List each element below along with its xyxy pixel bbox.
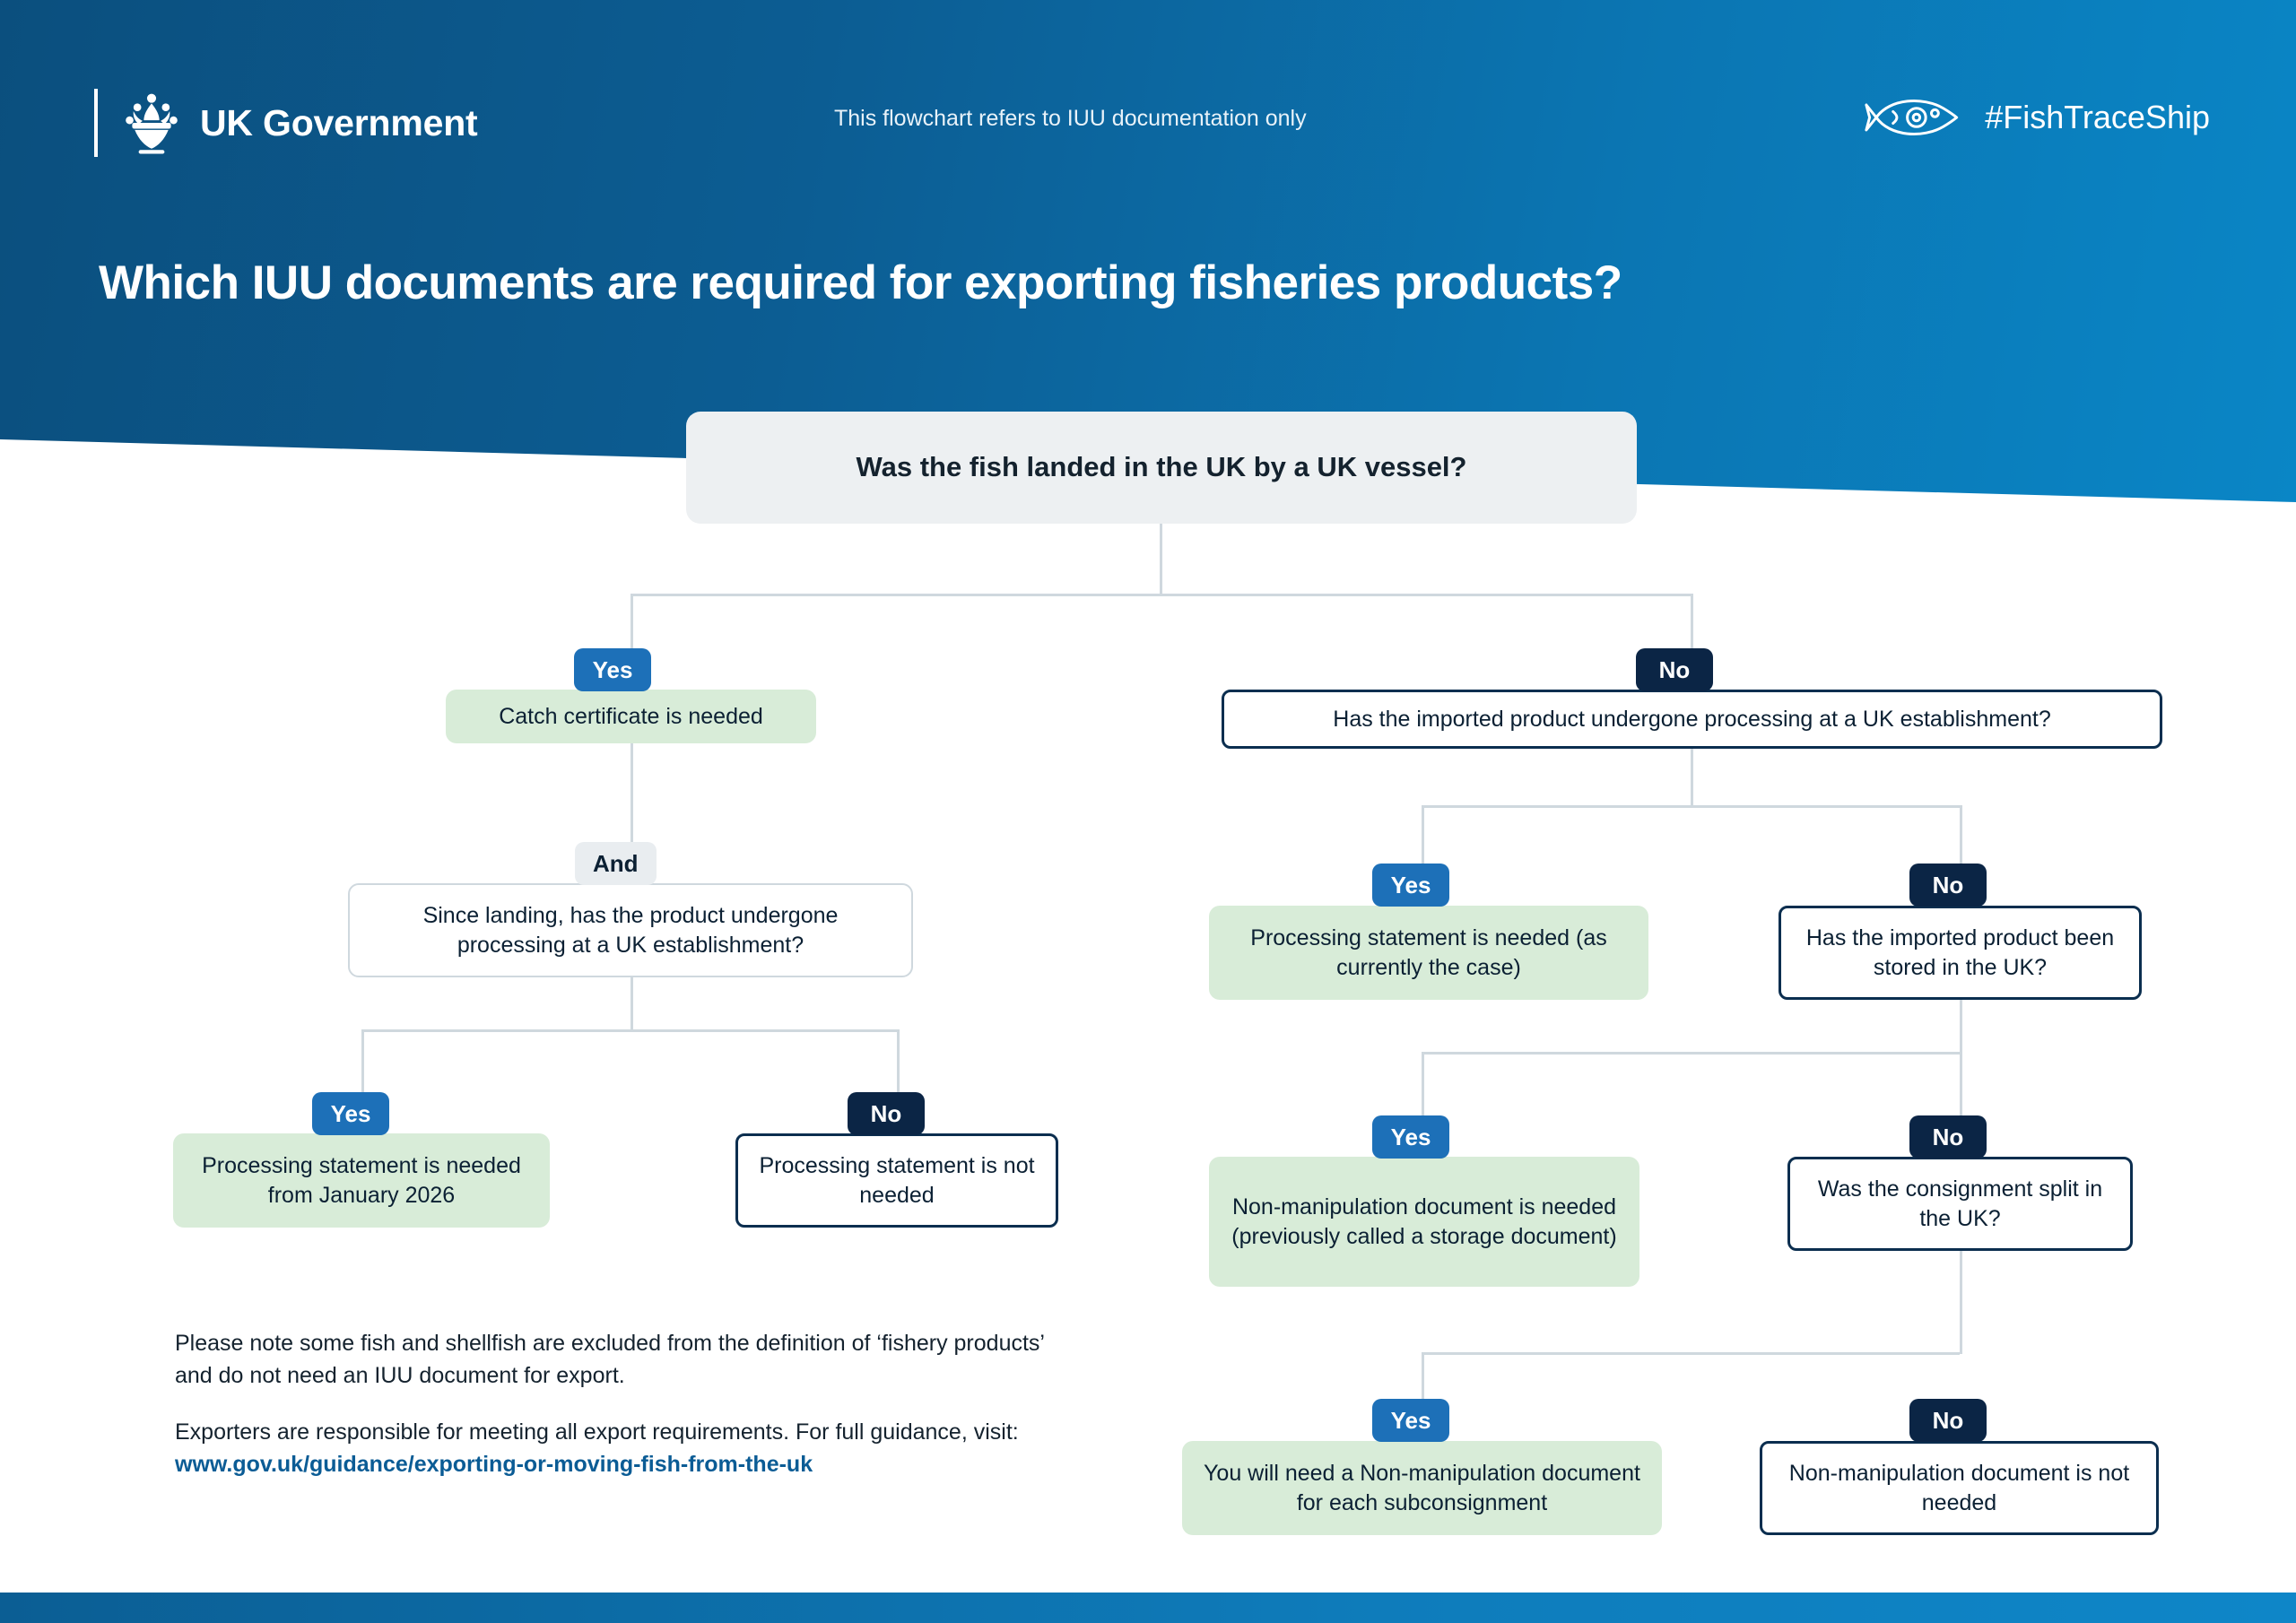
footnote-guidance <box>175 1416 1072 1481</box>
footer-bar-gradient <box>0 1593 2296 1623</box>
flow-node-q-split: Was the consignment split in the UK? <box>1787 1157 2133 1251</box>
connector-catch-to-and <box>631 743 633 855</box>
flow-node-processing-statement-2026: Processing statement is needed from January 2026 <box>173 1133 550 1228</box>
connector-qsplit-horizontal <box>1422 1352 1960 1355</box>
connector-qprocessing-horizontal <box>1422 805 1960 808</box>
connector-and-horizontal <box>361 1029 900 1032</box>
badge-no-and: No <box>848 1092 925 1135</box>
connector-and-down <box>631 977 633 1031</box>
hashtag-label: #FishTraceShip <box>1985 99 2210 135</box>
connector-qstored-horizontal <box>1422 1052 1960 1055</box>
footnote-guidance-text: Exporters are responsible for meeting all export requirements. For full guidance, visit: <box>175 1419 1019 1445</box>
flow-node-non-manipulation-needed: Non-manipulation document is needed (previously called a storage document) <box>1209 1157 1639 1287</box>
footer-bar <box>0 1593 2296 1623</box>
badge-yes-stored: Yes <box>1372 1115 1449 1159</box>
connector-root-down <box>1160 524 1162 595</box>
connector-and-right-down <box>897 1029 900 1101</box>
badge-and: And <box>575 842 657 885</box>
badge-no-root: No <box>1636 648 1713 691</box>
flow-node-root-question: Was the fish landed in the UK by a UK vessel? <box>686 412 1637 524</box>
page-title: Which IUU documents are required for exporting fisheries products? <box>99 256 1622 309</box>
connector-root-horizontal <box>631 594 1693 596</box>
flow-node-q-processing: Has the imported product undergone processing at a UK establishment? <box>1222 690 2162 749</box>
badge-no-stored: No <box>1909 1115 1987 1159</box>
badge-yes-split: Yes <box>1372 1399 1449 1442</box>
badge-no-processing: No <box>1909 864 1987 907</box>
flow-node-catch-certificate: Catch certificate is needed <box>446 690 816 743</box>
footnotes <box>175 1327 1072 1504</box>
connector-and-left-down <box>361 1029 364 1101</box>
flow-node-processing-statement-needed: Processing statement is needed (as currently the case) <box>1209 906 1648 1000</box>
guidance-link[interactable]: www.gov.uk/guidance/exporting-or-moving-fish-from-the-uk <box>175 1451 813 1477</box>
connector-qstored-down <box>1960 1000 1962 1054</box>
flow-node-q-stored: Has the imported product been stored in the UK? <box>1779 906 2142 1000</box>
flow-node-processing-statement-not-needed: Processing statement is not needed <box>735 1133 1058 1228</box>
footnote-exclusions: Please note some fish and shellfish are excluded from the definition of ‘fishery products’ and do not need an IUU document for export. <box>175 1331 1045 1389</box>
badge-no-split: No <box>1909 1399 1987 1442</box>
connector-qsplit-down <box>1960 1251 1962 1354</box>
badge-yes-and: Yes <box>312 1092 389 1135</box>
badge-yes-root: Yes <box>574 648 651 691</box>
brand-label: UK Government <box>200 101 478 143</box>
connector-qprocessing-down <box>1691 749 1693 807</box>
flow-node-non-manipulation-each-subconsignment: You will need a Non-manipulation document for each subconsignment <box>1182 1441 1662 1535</box>
flow-node-and-question: Since landing, has the product undergone processing at a UK establishment? <box>348 883 913 977</box>
flow-node-non-manipulation-not-needed: Non-manipulation document is not needed <box>1760 1441 2159 1535</box>
header-note: This flowchart refers to IUU documentation only <box>834 106 1307 131</box>
badge-yes-processing: Yes <box>1372 864 1449 907</box>
